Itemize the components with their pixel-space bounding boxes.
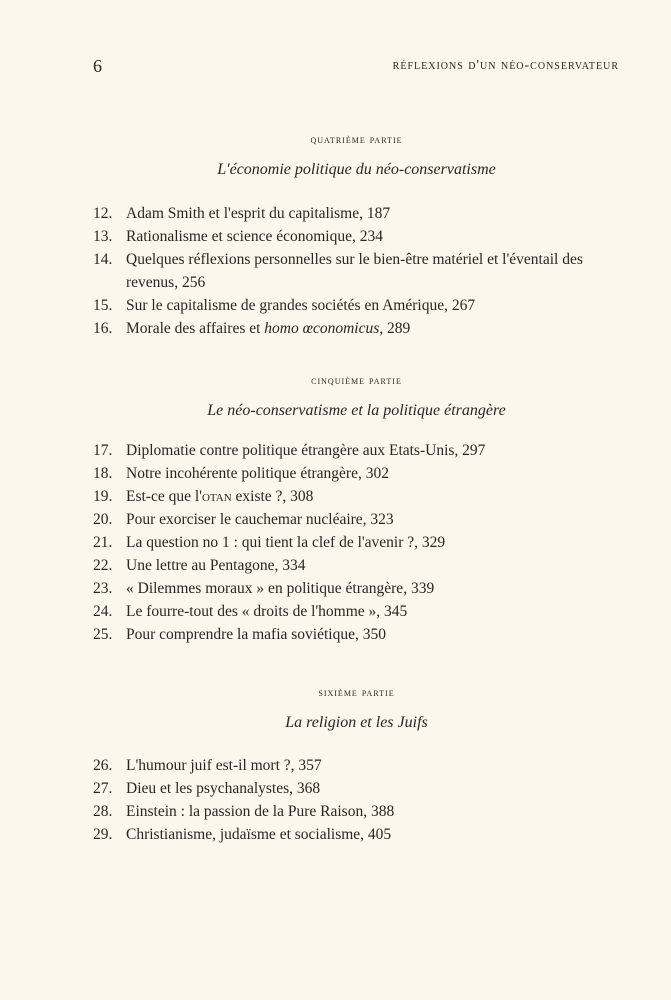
entry-title: Adam Smith et l'esprit du capitalisme, 187 <box>126 205 391 222</box>
part-six-section <box>93 684 620 854</box>
entry-title: Sur le capitalisme de grandes sociétés en Amérique, 267 <box>126 297 476 314</box>
toc-entry <box>93 531 620 554</box>
entry-title: Une lettre au Pentagone, 334 <box>126 557 306 574</box>
part-five-section <box>93 372 620 662</box>
entry-title: Einstein : la passion de la Pure Raison, 388 <box>126 803 395 820</box>
entry-number: 15. <box>93 297 113 314</box>
entry-number: 24. <box>93 603 113 620</box>
page-header <box>93 56 619 78</box>
entry-title: Rationalisme et science économique, 234 <box>126 228 383 245</box>
entry-title: Pour comprendre la mafia soviétique, 350 <box>126 626 386 643</box>
part-label: quatrième partie <box>310 132 403 146</box>
entry-title: Diplomatie contre politique étrangère aux Etats-Unis, 297 <box>126 442 486 459</box>
entry-number: 20. <box>93 511 113 528</box>
toc-list <box>93 202 620 340</box>
entry-title: « Dilemmes moraux » en politique étrangère, 339 <box>126 580 435 597</box>
entry-title: Christianisme, judaïsme et socialisme, 405 <box>126 826 392 843</box>
entry-title: Dieu et les psychanalystes, 368 <box>126 780 321 797</box>
entry-title-part: existe ?, 308 <box>231 488 314 505</box>
entry-number: 29. <box>93 826 113 843</box>
entry-title-part: , 289 <box>379 320 411 337</box>
entry-number: 16. <box>93 320 113 337</box>
entry-title <box>126 485 620 508</box>
toc-entry <box>93 754 620 777</box>
entry-title-smallcaps: otan <box>201 488 232 505</box>
entry-number: 17. <box>93 442 113 459</box>
entry-number: 14. <box>93 251 113 268</box>
entry-number: 21. <box>93 534 113 551</box>
part-title: Le néo-conservatisme et la politique étrangère <box>207 402 506 419</box>
toc-entry <box>93 554 620 577</box>
toc-entry <box>93 600 620 623</box>
toc-list <box>93 439 620 646</box>
entry-title: La question no 1 : qui tient la clef de l'avenir ?, 329 <box>126 534 446 551</box>
part-label: sixième partie <box>318 685 395 699</box>
part-label: cinquième partie <box>311 373 402 387</box>
entry-number: 23. <box>93 580 113 597</box>
toc-entry <box>93 439 620 462</box>
toc-entry <box>93 508 620 531</box>
entry-number: 13. <box>93 228 113 245</box>
entry-number: 19. <box>93 488 113 505</box>
entry-title <box>126 317 620 340</box>
page-number: 6 <box>93 56 102 76</box>
toc-list <box>93 754 620 846</box>
toc-entry <box>93 225 620 248</box>
entry-number: 22. <box>93 557 113 574</box>
entry-number: 18. <box>93 465 113 482</box>
entry-number: 27. <box>93 780 113 797</box>
entry-number: 25. <box>93 626 113 643</box>
entry-title: Notre incohérente politique étrangère, 302 <box>126 465 389 482</box>
entry-title-part: Morale des affaires et <box>126 320 265 337</box>
toc-entry <box>93 248 620 294</box>
part-four-section <box>93 131 620 341</box>
toc-entry <box>93 777 620 800</box>
running-head: réflexions d'un néo-conservateur <box>392 58 619 73</box>
part-title: L'économie politique du néo-conservatisme <box>217 161 496 178</box>
entry-title: Quelques réflexions personnelles sur le bien-être matériel et l'éventail des revenus, 256 <box>126 251 583 291</box>
entry-title-italic: homo œconomicus <box>264 320 380 337</box>
toc-entry <box>93 577 620 600</box>
entry-number: 28. <box>93 803 113 820</box>
entry-number: 12. <box>93 205 113 222</box>
entry-title: L'humour juif est-il mort ?, 357 <box>126 757 322 774</box>
toc-entry <box>93 800 620 823</box>
toc-entry <box>93 823 620 846</box>
toc-entry <box>93 462 620 485</box>
entry-title-part: Est-ce que l' <box>126 488 202 505</box>
toc-entry <box>93 317 620 340</box>
entry-title: Le fourre-tout des « droits de l'homme », 345 <box>126 603 408 620</box>
toc-entry <box>93 485 620 508</box>
entry-number: 26. <box>93 757 113 774</box>
toc-entry <box>93 294 620 317</box>
toc-entry <box>93 623 620 646</box>
entry-title: Pour exorciser le cauchemar nucléaire, 323 <box>126 511 394 528</box>
toc-entry <box>93 202 620 225</box>
part-title: La religion et les Juifs <box>285 714 428 731</box>
